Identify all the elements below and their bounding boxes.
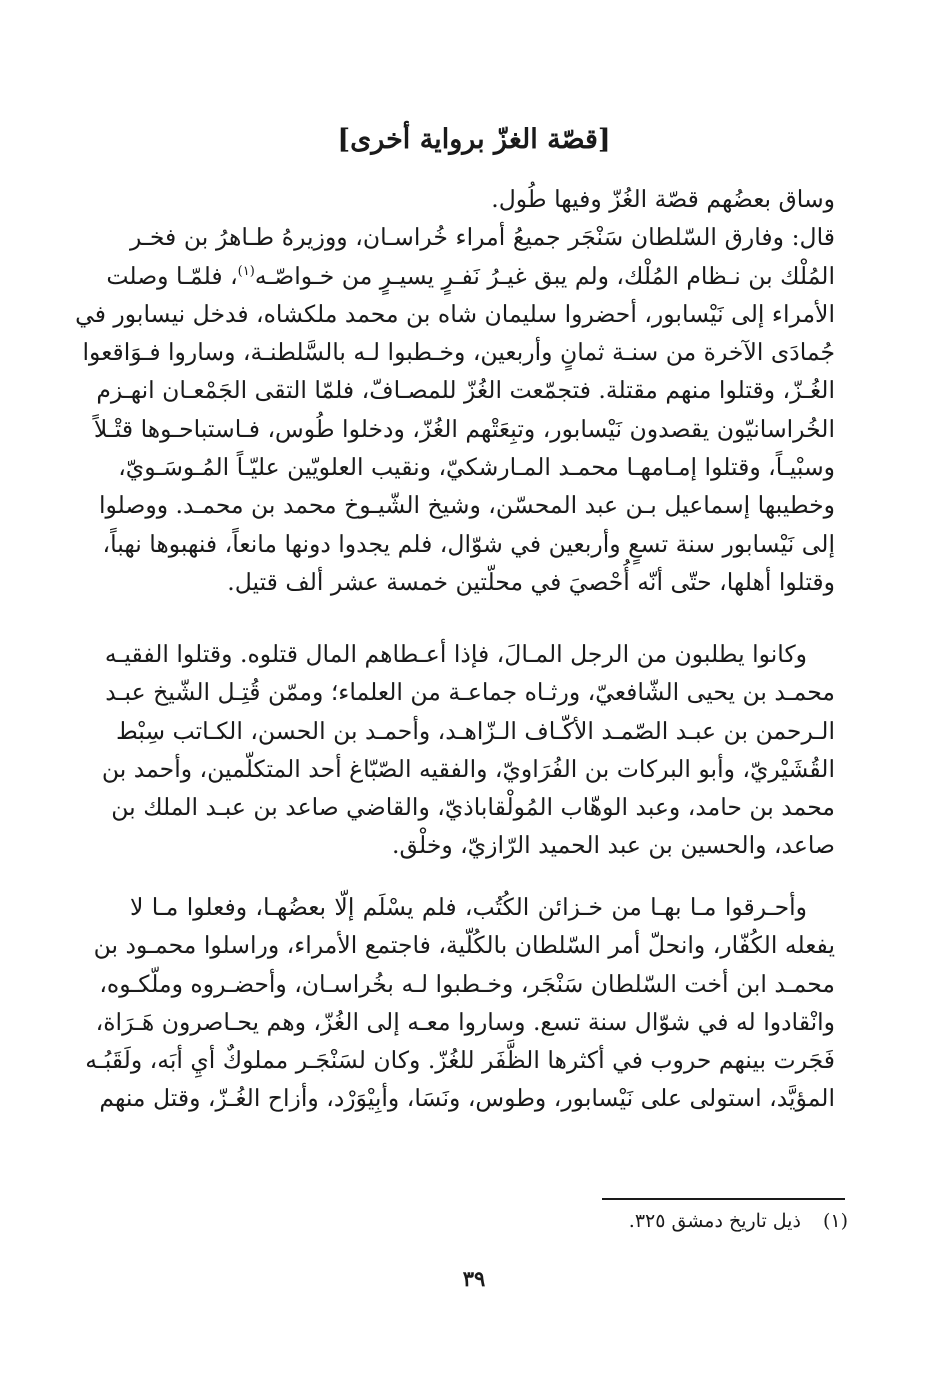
text-line-content: المُلْك بن نـظام المُلْك، ولم يبق غيـرُ نَفـرٍ يسيـرٍ من خـواصّـه$^{(١)}$، فلمّـا وصلت [106, 261, 835, 290]
footnote-text: ذيل تاريخ دمشق ٣٢٥. [628, 1210, 801, 1232]
text-line: جُمادَى الآخرة من سنـة ثمانٍ وأربعين، وخـطبوا لـه بالسَّلطنـة، وساروا فـوَاقعوا [82, 338, 835, 367]
text-line: وأحـرقوا مـا بهـا من خـزائن الكُتُب، فلم يسْلَم إلّا بعضُهـا، وفعلوا مـا لا [130, 893, 807, 921]
text-line: وكانوا يطلبون من الرجل المـالَ، فإذا أعـطاهم المال قتلوه. وقتلوا الفقيـه [104, 640, 807, 668]
paragraph-2 [101, 635, 835, 865]
text-line: يفعله الكُفّار، وانحلّ أمر السّلطان بالكُلّية، فاجتمع الأمراء، وراسلوا محمـود بن [93, 931, 835, 960]
text-line: محمـد ابن أخت السّلطان سَنْجَر، وخـطبوا لـه بخُراسـان، وأحضـروه وملّكـوه، [99, 969, 835, 998]
text-line: وساق بعضُهم قصّة الغُزّ وفيها طُول. [491, 185, 835, 213]
text-line: محمد بن حامد، وعبد الوهّاب المُولْقاباذيّ، والقاضي صاعد بن عبـد الملك بن [111, 793, 835, 822]
text-line: وقتلوا أهلها، حتّى أنّه أُحْصيَ في محلّتين خمسة عشر ألف قتيل. [227, 567, 835, 596]
text-line: القُشَيْريّ، وأبو البركات بن الفُرَاويّ، والفقيه الصّبّاغ أحد المتكلّمين، وأحمد بن [101, 754, 835, 783]
text-line: وانْقادوا له في شوّال سنة تسع. وساروا معـه إلى الغُزّ، وهم يحـاصرون هَـرَاة، [95, 1007, 835, 1036]
footnote-divider [602, 1198, 845, 1200]
text-line: المؤيَّد، استولى على نَيْسابور، وطوس، ونَسَا، وأبِيْوَرْد، وأزاح الغُـزّ، وقتل منهم [99, 1084, 835, 1113]
text-line: قال: وفارق السّلطان سَنْجَر جميعُ أمراء خُراسـان، ووزيرهُ طـاهرُ بن فخـر [130, 223, 835, 252]
paragraph-1 [75, 180, 835, 601]
text-line: وسبْيـاً، وقتلوا إمـامهـا محمـد المـارشكيّ، ونقيب العلويّين عليّـاً المُـوسَـويّ، [118, 453, 835, 482]
page-number: ٣٩ [462, 1266, 486, 1291]
text-line: صاعد، والحسين بن عبد الحميد الرّازيّ، وخلْق. [391, 831, 835, 860]
text-line [106, 257, 835, 295]
footnote-reference: (١) [237, 263, 255, 279]
text-line: الغُـزّ، وقتلوا منهم مقتلة. فتجمّعت الغُزّ للمصـافّ، فلمّا التقى الجَمْعـان انهـزم [96, 376, 835, 405]
text-line: إلى نَيْسابور سنة تسعٍ وأربعين في شوّال، فلم يجدوا دونها مانعاً، فنهبوها نهباً، [102, 529, 835, 558]
text-line: الخُراسانيّون يقصدون نَيْسابور، وتبِعَتْهم الغُزّ، ودخلوا طُوس، فـاستباحـوها قتْـلاً [93, 414, 835, 443]
text-line: وخطيبها إسماعيل بـن عبد المحسّن، وشيخ الشّيـوخ محمد بن محمـد. ووصلوا [98, 491, 835, 520]
footnote [629, 1205, 848, 1237]
paragraph-3 [85, 888, 835, 1118]
text-line: الـرحمن بن عبـد الصّمـد الأكّـاف الـزّاهـد، وأحمـد بن الحسن، الكـاتب سِبْط [115, 716, 835, 745]
section-heading: [قصّة الغزّ برواية أخرى] [337, 124, 611, 155]
text-line: محمـد بن يحيى الشّافعيّ، ورثـاه جماعـة من العلماء؛ وممّن قُتِـل الشّيخ عبـد [105, 678, 835, 707]
text-line: الأمراء إلى نَيْسابور، أحضروا سليمان شاه بن محمد ملكشاه، فدخل نيسابور في [75, 299, 835, 328]
footnote-marker: (١) [822, 1210, 848, 1232]
text-line: فَجَرت بينهم حروب في أكثرها الظَّفَر للغُزّ. وكان لسَنْجَـر مملوكٌ أيِ أبَه، ولَقَبُـه [85, 1046, 835, 1075]
